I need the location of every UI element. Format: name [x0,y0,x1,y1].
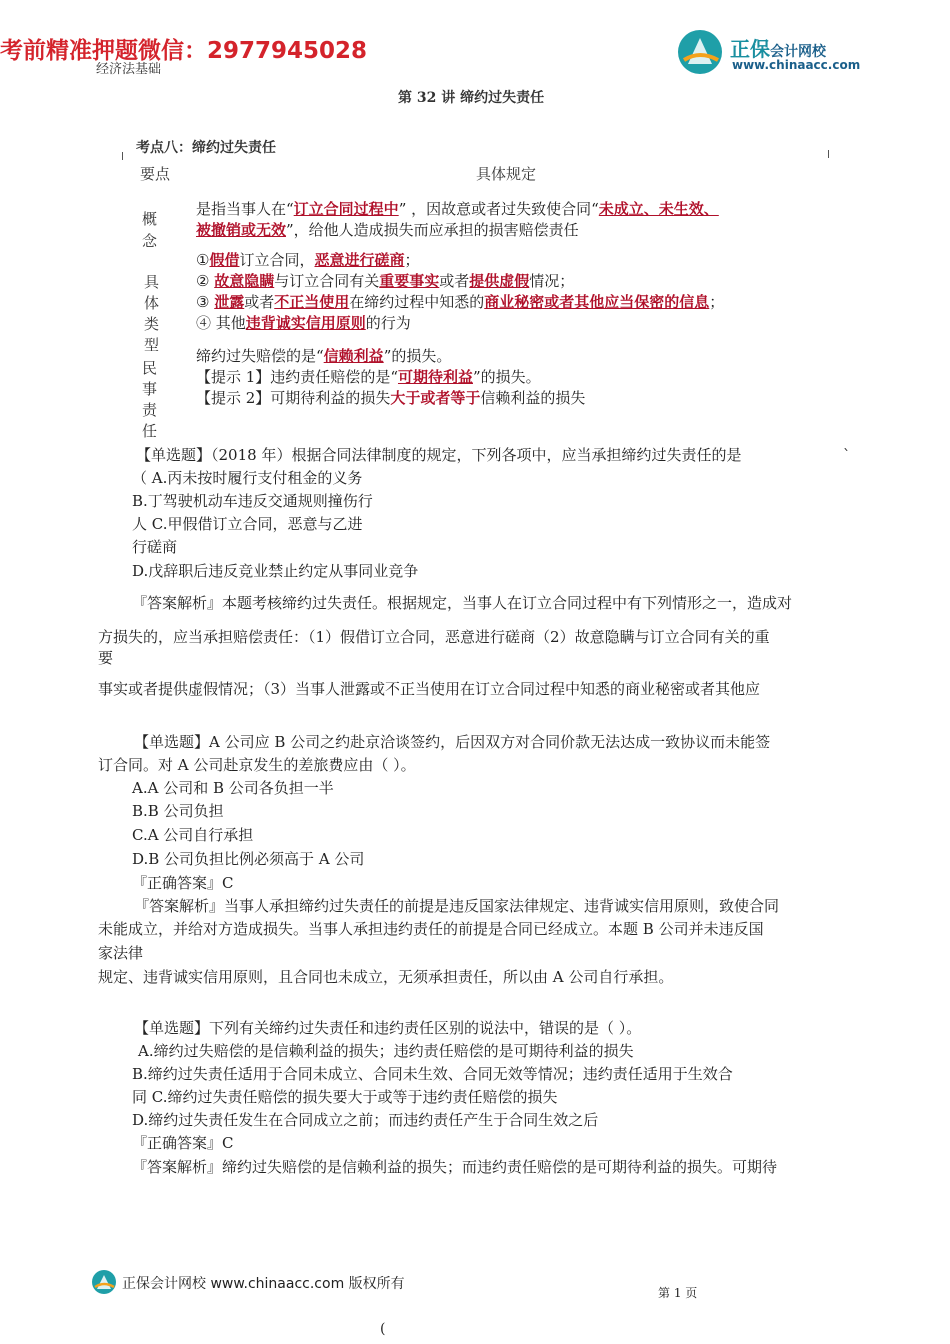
q2-option-b: B.B 公司负担 [132,802,224,820]
q1-analysis-cut2: 事实或者提供虚假情况；（3）当事人泄露或不正当使用在订立合同过程中知悉的商业秘密或者其他应 [98,680,761,698]
table-text: ① [196,251,210,269]
q1-mark: ` [843,446,851,464]
table-line [196,313,826,334]
logo-name-small: 会计网校 [770,44,826,60]
table-line [196,220,826,241]
q2-analysis-line2: 未能成立，并给对方造成损失。当事人承担违约责任的前提是合同已经成立。本题 B 公司并未违反国 [98,920,764,938]
q2-answer: 『正确答案』C [132,874,234,892]
q3-option-a: A.缔约过失赔偿的是信赖利益的损失；违约责任赔偿的是可期待利益的损失 [138,1042,634,1060]
row-types-lines [196,250,826,334]
footer-copyright: 正保会计网校 www.chinaacc.com 版权所有 [122,1276,405,1292]
table-border-right [828,150,829,158]
q2-option-d: D.B 公司负担比例必须高于 A 公司 [132,850,365,868]
q2-analysis-cut: 规定、违背诚实信用原则，且合同也未成立，无须承担责任，所以由 A 公司自行承担。 [98,968,674,986]
q2-option-c: C.A 公司自行承担 [132,826,254,844]
table-text: 的行为 [365,314,411,332]
q1-analysis-line3: 要 [98,649,114,667]
table-line [196,367,826,388]
q1-line5: 行磋商 [132,538,178,556]
table-text: ； [404,251,420,269]
q1-option-b: B.丁驾驶机动车违反交通规则撞伤行 [132,492,373,510]
highlight-text: 未成立、未生效、 [598,200,719,218]
top-left-label: 经济法基础 [96,62,162,77]
logo-icon [678,30,722,74]
table-text: 信赖利益的损失 [480,389,586,407]
q3-option-d: D.缔约过失责任发生在合同成立之前；而违约责任产生于合同生效之后 [132,1111,599,1129]
q2-stem-line1: 【单选题】A 公司应 B 公司之约赴京洽谈签约，后因双方对合同价款无法达成一致协议而未能签 [134,733,771,751]
highlight-text: 假借 [209,251,240,269]
table-text: 缔约过失赔偿的是“ [196,347,324,365]
table-line [196,199,826,220]
highlight-text: 泄露 [214,293,245,311]
table-header-col2-clip [476,165,556,183]
table-line [196,271,826,292]
q1-line2: （ A.丙未按时履行支付租金的义务 [132,469,363,487]
table-text: ； [709,293,725,311]
row-label-types [144,272,164,354]
table-text: 或者 [244,293,275,311]
footer-logo-icon [92,1270,116,1294]
highlight-text: 提供虚假 [469,272,530,290]
row-label-liability [142,358,162,440]
highlight-text: 信赖利益 [323,347,384,365]
table-text: ② [196,272,215,290]
row-liability-lines [196,346,826,409]
q1-line4: 人 C.甲假借订立合同，恶意与乙进 [132,515,363,533]
table-text: 与订立合同有关 [274,272,380,290]
q3-option-c: 同 C.缔约过失责任赔偿的损失要大于或等于违约责任赔偿的损失 [132,1088,558,1106]
q1-analysis-line2: 方损失的，应当承担赔偿责任：（1）假借订立合同，恶意进行磋商（2）故意隐瞒与订立合同有关的重 [98,628,770,646]
table-line [196,250,826,271]
q2-stem-line2: 订合同。对 A 公司赴京发生的差旅费应由（ ）。 [98,756,416,774]
row-label-concept [142,208,162,250]
table-line [196,292,826,313]
knowledge-point-title: 考点八：缔约过失责任 [136,140,276,156]
page-number: 第 1 页 [658,1286,698,1300]
q3-option-b: B.缔约过失责任适用于合同未成立、合同未生效、合同无效等情况；违约责任适用于生效合 [132,1065,733,1083]
table-text: 或者 [439,272,470,290]
table-text: ”的损失。 [383,347,452,365]
highlight-text: 重要事实 [379,272,440,290]
table-line [196,388,826,409]
row-label-liability-text: 民事责任 [142,359,158,440]
q3-analysis-line1: 『答案解析』缔约过失赔偿的是信赖利益的损失；而违约责任赔偿的是可期待利益的损失。可期待 [132,1158,778,1176]
q1-stem: 【单选题】（2018 年）根据合同法律制度的规定，下列各项中，应当承担缔约过失责任的是 [136,446,742,464]
q1-analysis-clip [132,594,852,612]
row-label-concept-text: 概念 [142,210,158,250]
row-concept-content [196,199,826,239]
highlight-text: 恶意进行磋商 [314,251,405,269]
highlight-text: 大于或者等于 [390,389,481,407]
watermark-text: 考前精准押题微信：2977945028 [0,38,368,64]
table-text: 是指当事人在“ [196,200,294,218]
table-header-col1-clip [140,165,171,183]
highlight-text: 违背诚实信用原则 [245,314,366,332]
highlight-text: 可期待利益 [397,368,473,386]
page-number-clip [658,1286,698,1300]
row-liability-content [196,346,826,408]
table-text: ”，给他人造成损失而应承担的损害赔偿责任 [286,221,579,239]
table-line [196,346,826,367]
table-text: ” ，因故意或者过失致使合同“ [398,200,599,218]
q1-analysis-cut: 『答案解析』本题考核缔约过失责任。根据规定，当事人在订立合同过程中有下列情形之一，造成对 [132,594,793,612]
table-border-left [122,152,123,160]
q3-answer: 『正确答案』C [132,1134,234,1152]
q2-analysis-line3: 家法律 [98,944,144,962]
highlight-text: 不正当使用 [274,293,350,311]
table-header-col1: 要点 [140,165,171,183]
row-types-content [196,250,826,334]
logo-url: www.chinaacc.com [732,58,861,72]
table-text: ”的损失。 [473,368,541,386]
bottom-mark: ( [380,1321,386,1337]
q2-analysis-clip [98,966,818,986]
row-label-types-text: 具体类型 [144,273,160,354]
table-text: 【提示 2】可期待利益的损失 [196,389,391,407]
q1-analysis-clip2 [98,678,848,698]
lecture-title: 第 32 讲 缔约过失责任 [398,90,545,106]
logo-name-main: 正保 [730,37,770,61]
highlight-text: 订立合同过程中 [293,200,399,218]
q1-option-d: D.戊辞职后违反竞业禁止约定从事同业竞争 [132,562,419,580]
table-text: 在缔约过程中知悉的 [349,293,485,311]
table-header-col2: 具体规定 [476,165,537,183]
q2-option-a: A.A 公司和 B 公司各负担一半 [132,779,334,797]
highlight-text: 被撤销或无效 [196,221,287,239]
brand-logo[interactable] [678,30,878,78]
table-text: ③ [196,293,215,311]
table-text: ④ 其他 [196,314,246,332]
row-concept-lines [196,199,826,241]
highlight-text: 故意隐瞒 [214,272,275,290]
table-text: 订立合同， [239,251,315,269]
highlight-text: 商业秘密或者其他应当保密的信息 [484,293,710,311]
table-text: 情况； [529,272,575,290]
table-text: 【提示 1】违约责任赔偿的是“ [196,368,398,386]
q3-stem: 【单选题】下列有关缔约过失责任和违约责任区别的说法中，错误的是（ ）。 [134,1019,642,1037]
q2-analysis-line1: 『答案解析』当事人承担缔约过失责任的前提是违反国家法律规定、违背诚实信用原则，致使合同 [134,897,780,915]
